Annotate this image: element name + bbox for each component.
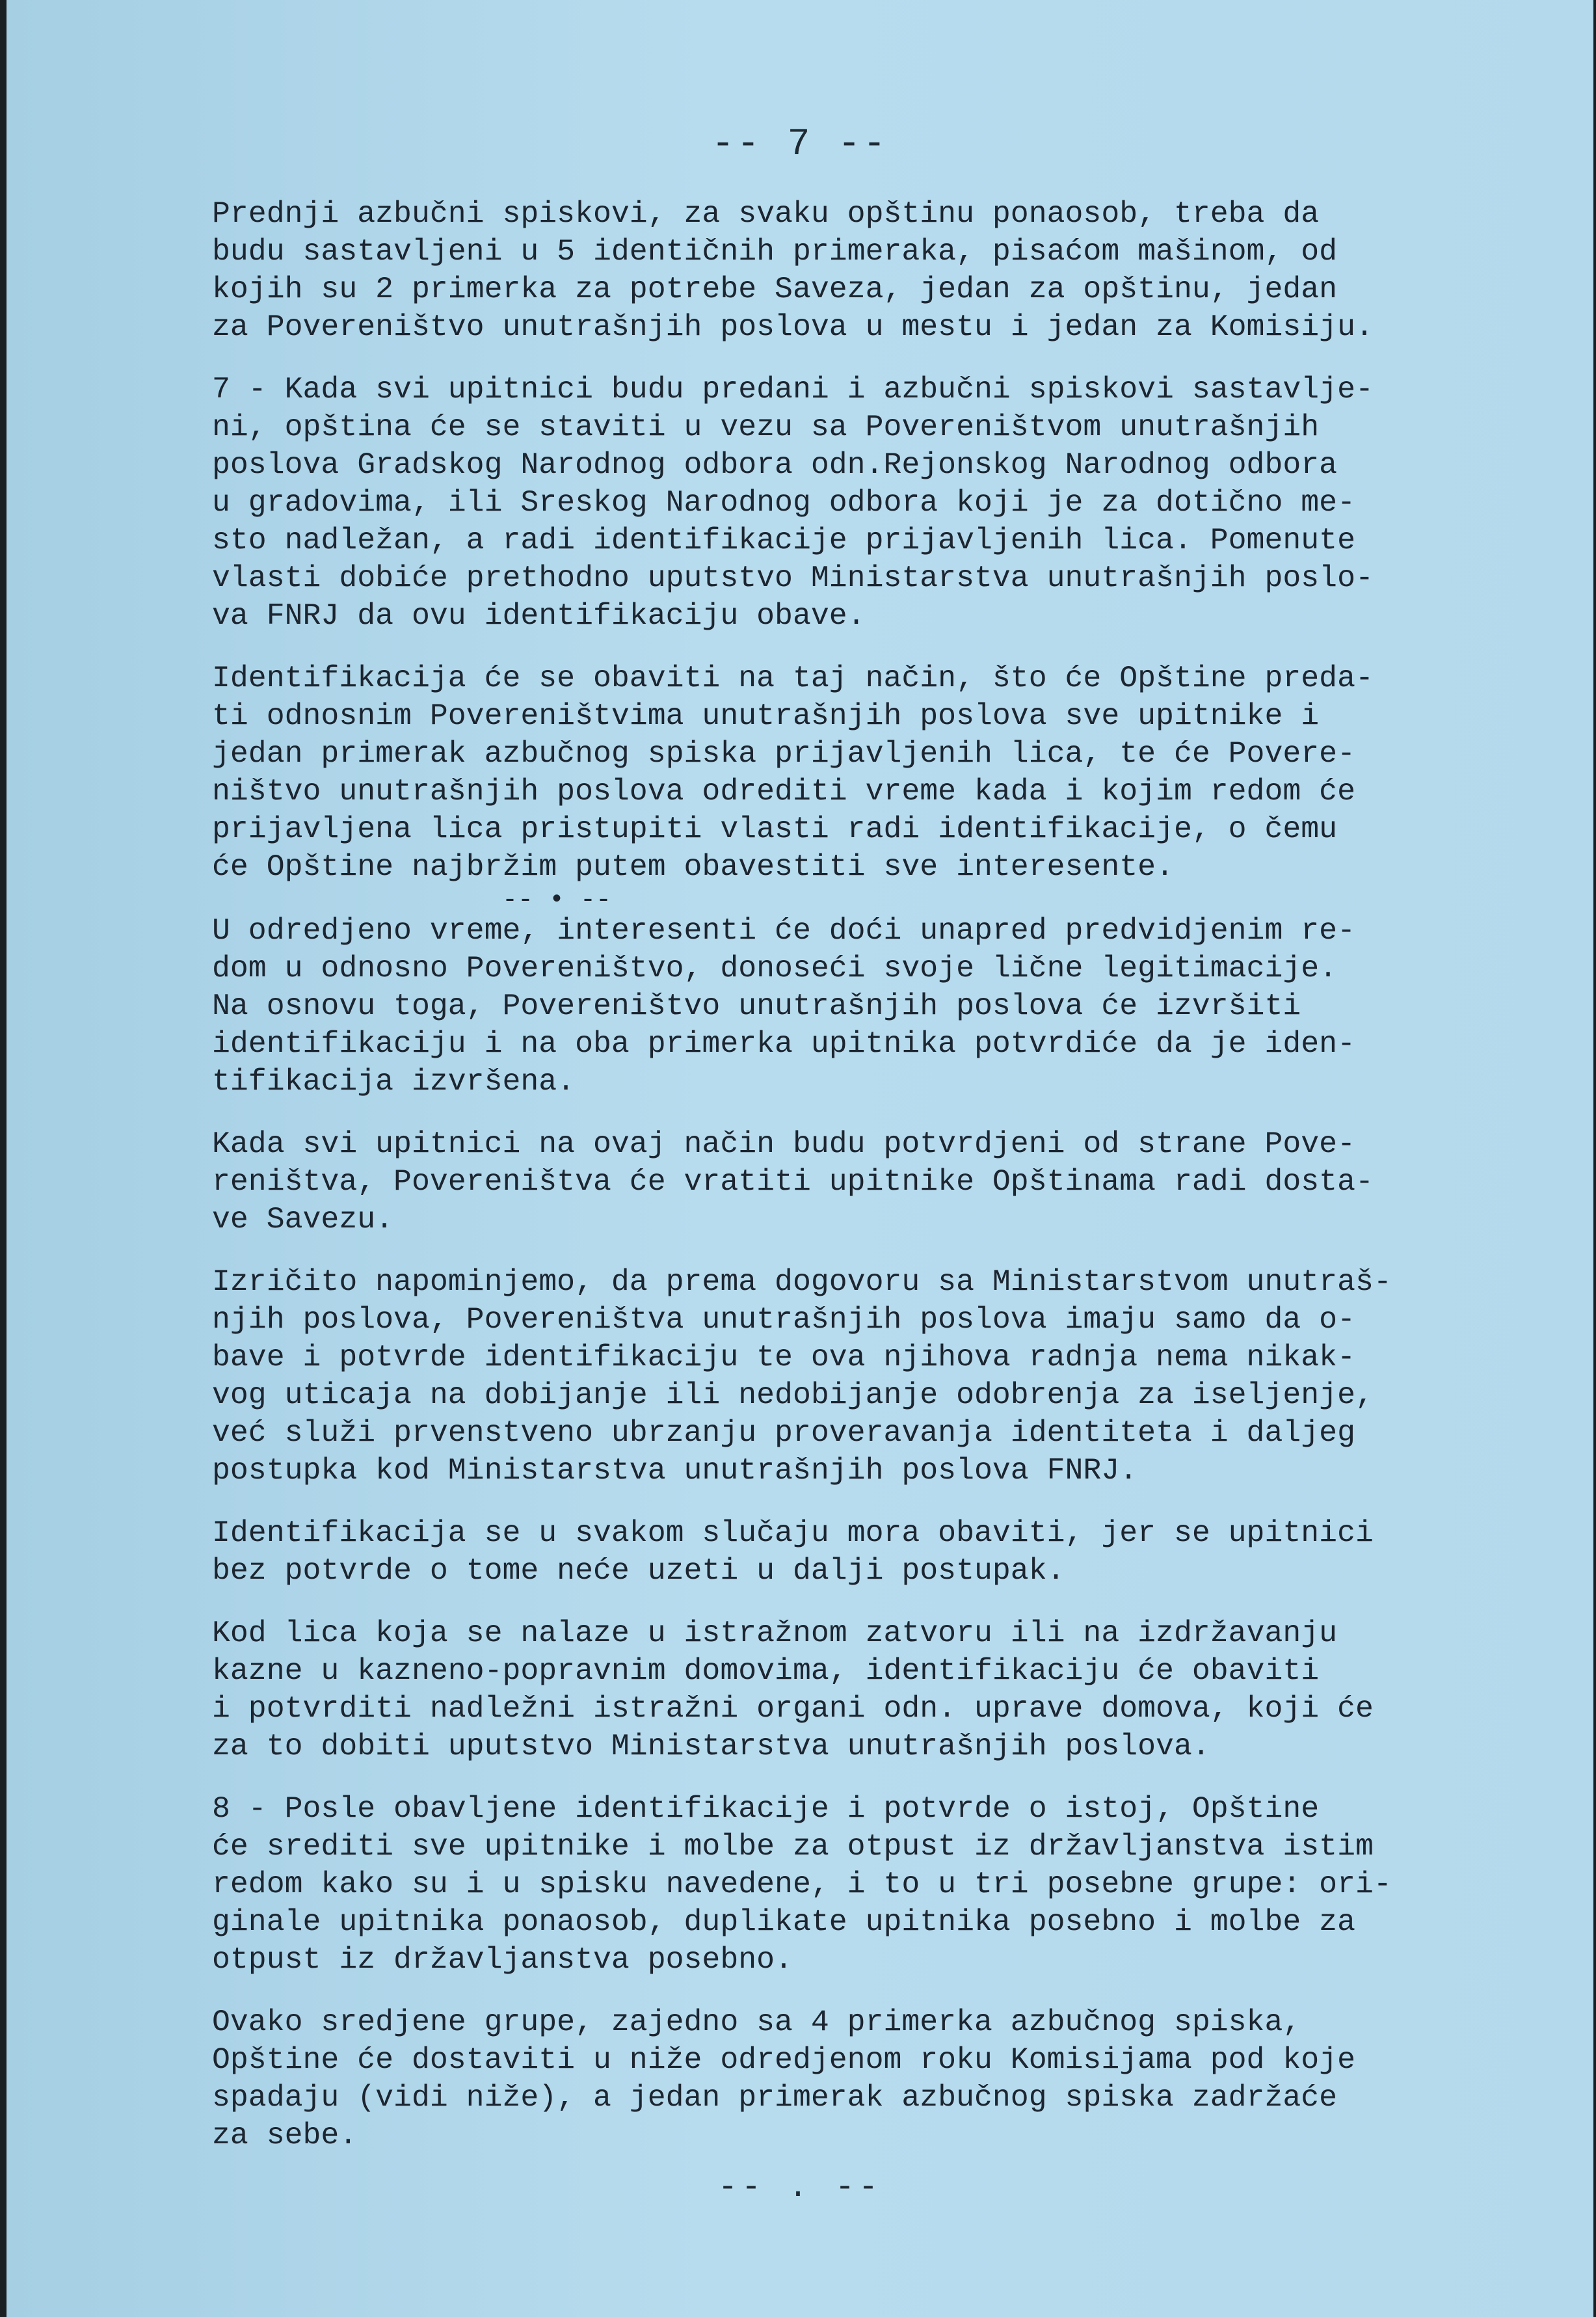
text-line: bave i potvrde identifikaciju te ova njihova radnja nema nikak- bbox=[212, 1340, 1355, 1374]
text-line: 8 - Posle obavljene identifikacije i potvrde o istoj, Opštine bbox=[212, 1791, 1320, 1826]
text-line: Identifikacija se u svakom slučaju mora obaviti, jer se upitnici bbox=[212, 1516, 1374, 1550]
text-line: spadaju (vidi niže), a jedan primerak azbučnog spiska zadržaće bbox=[212, 2080, 1338, 2115]
paragraph-8 bbox=[212, 1614, 1526, 1765]
text-line: će srediti sve upitnike i molbe za otpust iz državljanstva istim bbox=[212, 1829, 1374, 1864]
text-line: jedan primerak azbučnog spiska prijavljenih lica, te će Povere- bbox=[212, 736, 1355, 771]
text-line: tifikacija izvršena. bbox=[212, 1064, 576, 1099]
text-line: U odredjeno vreme, interesenti će doći unapred predvidjenim re- bbox=[212, 913, 1355, 948]
text-line: Kada svi upitnici na ovaj način budu potvrdjeni od strane Pove- bbox=[212, 1127, 1355, 1161]
text-line: Identifikacija će se obaviti na taj način, što će Opštine preda- bbox=[212, 661, 1374, 695]
text-line: za sebe. bbox=[212, 2118, 358, 2152]
text-line: bez potvrde o tome neće uzeti u dalji postupak. bbox=[212, 1553, 1065, 1588]
text-line: Ovako sredjene grupe, zajedno sa 4 primerka azbučnog spiska, bbox=[212, 2005, 1301, 2039]
text-line: ginale upitnika ponaosob, duplikate upitnika posebno i molbe za bbox=[212, 1905, 1355, 1939]
text-line: Na osnovu toga, Povereništvo unutrašnjih poslova će izvršiti bbox=[212, 989, 1301, 1023]
text-line: ni, opština će se staviti u vezu sa Povereništvom unutrašnjih bbox=[212, 410, 1320, 444]
text-line: njih poslova, Povereništva unutrašnjih poslova imaju samo da o- bbox=[212, 1302, 1355, 1337]
text-line: reništva, Povereništva će vratiti upitnike Opštinama radi dosta- bbox=[212, 1164, 1374, 1199]
text-line: za to dobiti uputstvo Ministarstva unutrašnjih poslova. bbox=[212, 1729, 1210, 1763]
text-line: dom u odnosno Povereništvo, donoseći svoje lične legitimacije. bbox=[212, 951, 1338, 985]
section-separator: -- • -- bbox=[501, 886, 612, 915]
text-line: redom kako su i u spisku navedene, i to u tri posebne grupe: ori- bbox=[212, 1867, 1392, 1901]
paragraph-5 bbox=[212, 1125, 1526, 1239]
text-line: već služi prvenstveno ubrzanju proveravanja identiteta i daljeg bbox=[212, 1415, 1355, 1450]
document-page bbox=[7, 0, 1593, 2317]
text-line: postupka kod Ministarstva unutrašnjih poslova FNRJ. bbox=[212, 1453, 1138, 1488]
text-line: u gradovima, ili Sreskog Narodnog odbora koji je za dotično me- bbox=[212, 485, 1355, 520]
text-line: Izričito napominjemo, da prema dogovoru sa Ministarstvom unutraš- bbox=[212, 1265, 1392, 1299]
paragraph-6 bbox=[212, 1263, 1526, 1490]
text-line: sto nadležan, a radi identifikacije prijavljenih lica. Pomenute bbox=[212, 523, 1355, 557]
text-line: budu sastavljeni u 5 identičnih primeraka, pisaćom mašinom, od bbox=[212, 234, 1338, 269]
paragraph-1 bbox=[212, 195, 1526, 346]
text-line: Prednji azbučni spiskovi, za svaku opštinu ponaosob, treba da bbox=[212, 196, 1320, 231]
text-line: poslova Gradskog Narodnog odbora odn.Rejonskog Narodnog odbora bbox=[212, 448, 1338, 482]
text-line: prijavljena lica pristupiti vlasti radi identifikacije, o čemu bbox=[212, 812, 1338, 846]
text-line: ve Savezu. bbox=[212, 1202, 394, 1237]
paragraph-4 bbox=[212, 912, 1526, 1101]
document-body bbox=[212, 195, 1526, 2179]
text-line: 7 - Kada svi upitnici budu predani i azbučni spiskovi sastavlje- bbox=[212, 372, 1374, 407]
text-line: kojih su 2 primerka za potrebe Saveza, jedan za opštinu, jedan bbox=[212, 272, 1338, 306]
text-line: vog uticaja na dobijanje ili nedobijanje odobrenja za iseljenje, bbox=[212, 1378, 1374, 1412]
text-line: ništvo unutrašnjih poslova odrediti vreme kada i kojim redom će bbox=[212, 774, 1355, 809]
paragraph-9 bbox=[212, 1790, 1526, 1979]
paragraph-2 bbox=[212, 371, 1526, 635]
paragraph-7 bbox=[212, 1514, 1526, 1590]
text-line: će Opštine najbržim putem obavestiti sve interesente. bbox=[212, 850, 1174, 884]
end-mark: -- . -- bbox=[717, 2169, 883, 2206]
text-line: kazne u kazneno-popravnim domovima, identifikaciju će obaviti bbox=[212, 1654, 1320, 1688]
paragraph-3 bbox=[212, 660, 1526, 886]
text-line: otpust iz državljanstva posebno. bbox=[212, 1942, 793, 1977]
text-line: i potvrditi nadležni istražni organi odn. uprave domova, koji će bbox=[212, 1691, 1374, 1726]
page-number: -- 7 -- bbox=[712, 124, 888, 166]
text-line: vlasti dobiće prethodno uputstvo Ministarstva unutrašnjih poslo- bbox=[212, 561, 1374, 595]
text-line: ti odnosnim Povereništvima unutrašnjih poslova sve upitnike i bbox=[212, 699, 1320, 733]
text-line: va FNRJ da ovu identifikaciju obave. bbox=[212, 598, 866, 633]
text-line: identifikaciju i na oba primerka upitnika potvrdiće da je iden- bbox=[212, 1026, 1355, 1061]
text-line: Kod lica koja se nalaze u istražnom zatvoru ili na izdržavanju bbox=[212, 1616, 1338, 1650]
paragraph-10 bbox=[212, 2003, 1526, 2154]
text-line: za Povereništvo unutrašnjih poslova u mestu i jedan za Komisiju. bbox=[212, 310, 1374, 344]
text-line: Opštine će dostaviti u niže odredjenom roku Komisijama pod koje bbox=[212, 2042, 1355, 2077]
